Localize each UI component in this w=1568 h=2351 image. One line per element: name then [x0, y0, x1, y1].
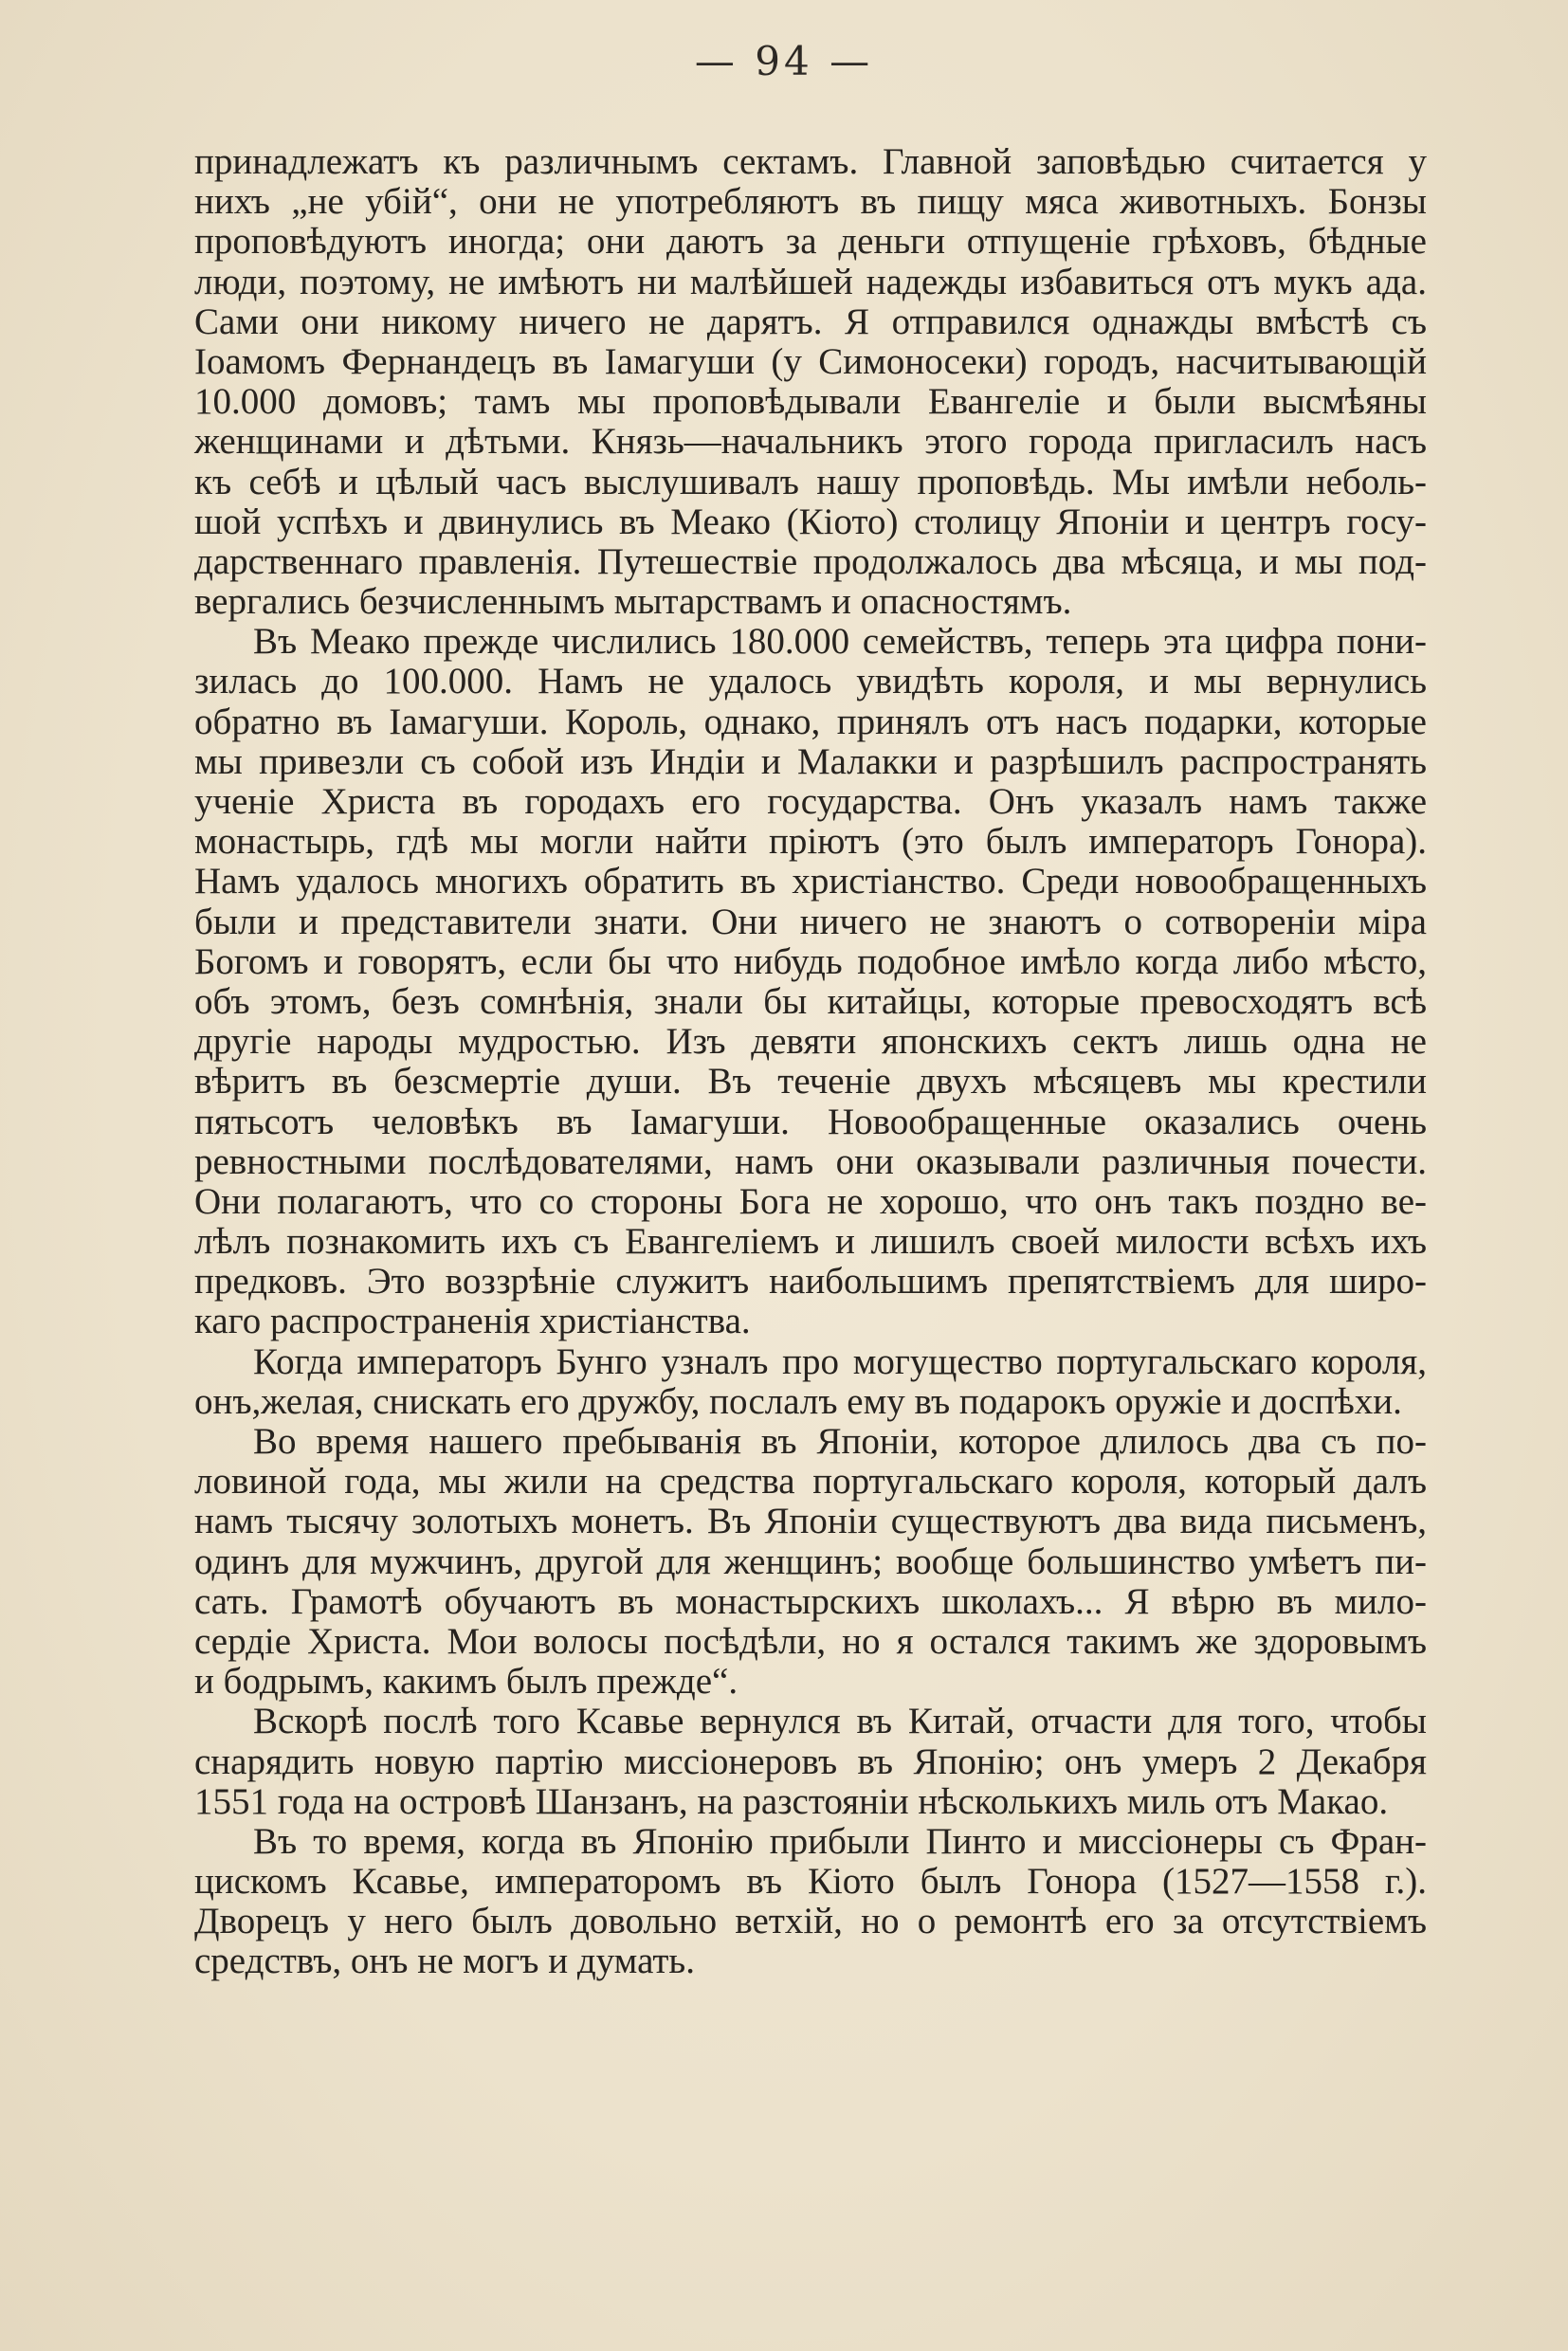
- body-text: [194, 142, 1427, 1982]
- text-line: Богомъ и говорятъ, если бы что нибудь подобное имѣло когда либо мѣсто,: [194, 940, 1427, 982]
- text-line: вѣритъ въ безсмертіе души. Въ теченіе двухъ мѣсяцевъ мы крестили: [194, 1061, 1427, 1103]
- text-line: люди, поэтому, не имѣютъ ни малѣйшей надежды избавиться отъ мукъ ада.: [194, 261, 1427, 302]
- text-line: обратно въ Іамагуши. Король, однако, принялъ отъ насъ подарки, которые: [194, 701, 1427, 742]
- text-line: лѣлъ познакомить ихъ съ Евангеліемъ и лишилъ своей милости всѣхъ ихъ: [194, 1221, 1427, 1263]
- text-line: и бодрымъ, какимъ былъ прежде“.: [194, 1661, 738, 1703]
- text-line: мы привезли съ собой изъ Индіи и Малакки и разрѣшилъ распространять: [194, 740, 1427, 782]
- text-line: проповѣдуютъ иногда; они даютъ за деньги отпущеніе грѣховъ, бѣдные: [194, 221, 1427, 263]
- text-line: Вскорѣ послѣ того Ксавье вернулся въ Китай, отчасти для того, чтобы: [253, 1701, 1427, 1742]
- text-line: монастырь, гдѣ мы могли найти пріютъ (это былъ императоръ Гонора).: [194, 821, 1427, 863]
- text-line: Сами они никому ничего не дарятъ. Я отправился однажды вмѣстѣ съ: [194, 301, 1427, 342]
- text-line: Во время нашего пребыванія въ Японіи, которое длилось два съ по-: [253, 1421, 1427, 1462]
- text-line: Въ то время, когда въ Японію прибыли Пинто и миссіонеры съ Фран-: [253, 1820, 1427, 1862]
- paragraph: [194, 622, 1427, 1341]
- text-line: дарственнаго правленія. Путешествіе продолжалось два мѣсяца, и мы под-: [194, 540, 1427, 582]
- text-line: Въ Меако прежде числились 180.000 семействъ, теперь эта цифра пони-: [253, 621, 1427, 663]
- text-line: пятьсотъ человѣкъ въ Іамагуши. Новообращенные оказались очень: [194, 1101, 1427, 1142]
- text-line: Когда императоръ Бунго узналъ про могущество португальскаго короля,: [253, 1340, 1427, 1382]
- paragraph: [194, 1342, 1427, 1422]
- text-line: Они полагаютъ, что со стороны Бога не хорошо, что онъ такъ поздно ве-: [194, 1180, 1427, 1222]
- text-line: были и представители знати. Они ничего не знаютъ о сотвореніи міра: [194, 901, 1427, 942]
- text-line: 10.000 домовъ; тамъ мы проповѣдывали Евангеліе и были высмѣяны: [194, 381, 1427, 423]
- text-line: одинъ для мужчинъ, другой для женщинъ; вообще большинство умѣетъ пи-: [194, 1540, 1427, 1582]
- text-line: намъ тысячу золотыхъ монетъ. Въ Японіи существуютъ два вида письменъ,: [194, 1501, 1427, 1542]
- page-number: — 94 —: [694, 38, 874, 84]
- text-line: другіе народы мудростью. Изъ девяти японскихъ сектъ лишь одна не: [194, 1021, 1427, 1063]
- text-line: зилась до 100.000. Намъ не удалось увидѣть короля, и мы вернулись: [194, 661, 1427, 702]
- text-line: цискомъ Ксавье, императоромъ въ Кіото былъ Гонора (1527—1558 г.).: [194, 1861, 1427, 1903]
- paragraph: [194, 1422, 1427, 1702]
- text-line: предковъ. Это воззрѣніе служитъ наибольшимъ препятствіемъ для широ-: [194, 1261, 1427, 1303]
- text-line: каго распространенія христіанства.: [194, 1301, 751, 1342]
- text-line: Дворецъ у него былъ довольно ветхій, но о ремонтѣ его за отсутствіемъ: [194, 1901, 1427, 1942]
- text-line: къ себѣ и цѣлый часъ выслушивалъ нашу проповѣдь. Мы имѣли неболь-: [194, 461, 1427, 502]
- text-line: женщинами и дѣтьми. Князь—начальникъ этого города пригласилъ насъ: [194, 421, 1427, 463]
- text-line: ученіе Христа въ городахъ его государства. Онъ указалъ намъ также: [194, 781, 1427, 822]
- text-line: Іоамомъ Фернандецъ въ Іамагуши (у Симоносеки) городъ, насчитывающій: [194, 340, 1427, 382]
- text-line: средствъ, онъ не могъ и думать.: [194, 1941, 695, 1982]
- paragraph: [194, 1702, 1427, 1822]
- text-line: снарядить новую партію миссіонеровъ въ Японію; онъ умеръ 2 Декабря: [194, 1740, 1427, 1782]
- text-line: сердіе Христа. Мои волосы посѣдѣли, но я остался такимъ же здоровымъ: [194, 1620, 1427, 1662]
- text-line: Намъ удалось многихъ обратить въ христіанство. Среди новообращенныхъ: [194, 861, 1427, 902]
- text-line: объ этомъ, безъ сомнѣнія, знали бы китайцы, которые превосходятъ всѣ: [194, 980, 1427, 1022]
- paragraph: [194, 142, 1427, 622]
- text-line: 1551 года на островѣ Шанзанъ, на разстояніи нѣсколькихъ миль отъ Макао.: [194, 1780, 1389, 1822]
- text-line: вергались безчисленнымъ мытарствамъ и опасностямъ.: [194, 581, 1072, 623]
- paragraph: [194, 1822, 1427, 1982]
- text-line: сать. Грамотѣ обучаютъ въ монастырскихъ школахъ... Я вѣрю въ мило-: [194, 1580, 1427, 1622]
- text-line: нихъ „не убій“, они не употребляютъ въ пищу мяса животныхъ. Бонзы: [194, 181, 1427, 223]
- text-line: шой успѣхъ и двинулись въ Меако (Кіото) столицу Японіи и центръ госу-: [194, 501, 1427, 542]
- text-line: онъ,желая, снискать его дружбу, послалъ ему въ подарокъ оружіе и доспѣхи.: [194, 1380, 1402, 1422]
- text-line: ревностными послѣдователями, намъ они оказывали различныя почести.: [194, 1140, 1427, 1182]
- text-line: ловиной года, мы жили на средства португальскаго короля, который далъ: [194, 1461, 1427, 1503]
- text-line: принадлежатъ къ различнымъ сектамъ. Главной заповѣдью считается у: [194, 141, 1427, 182]
